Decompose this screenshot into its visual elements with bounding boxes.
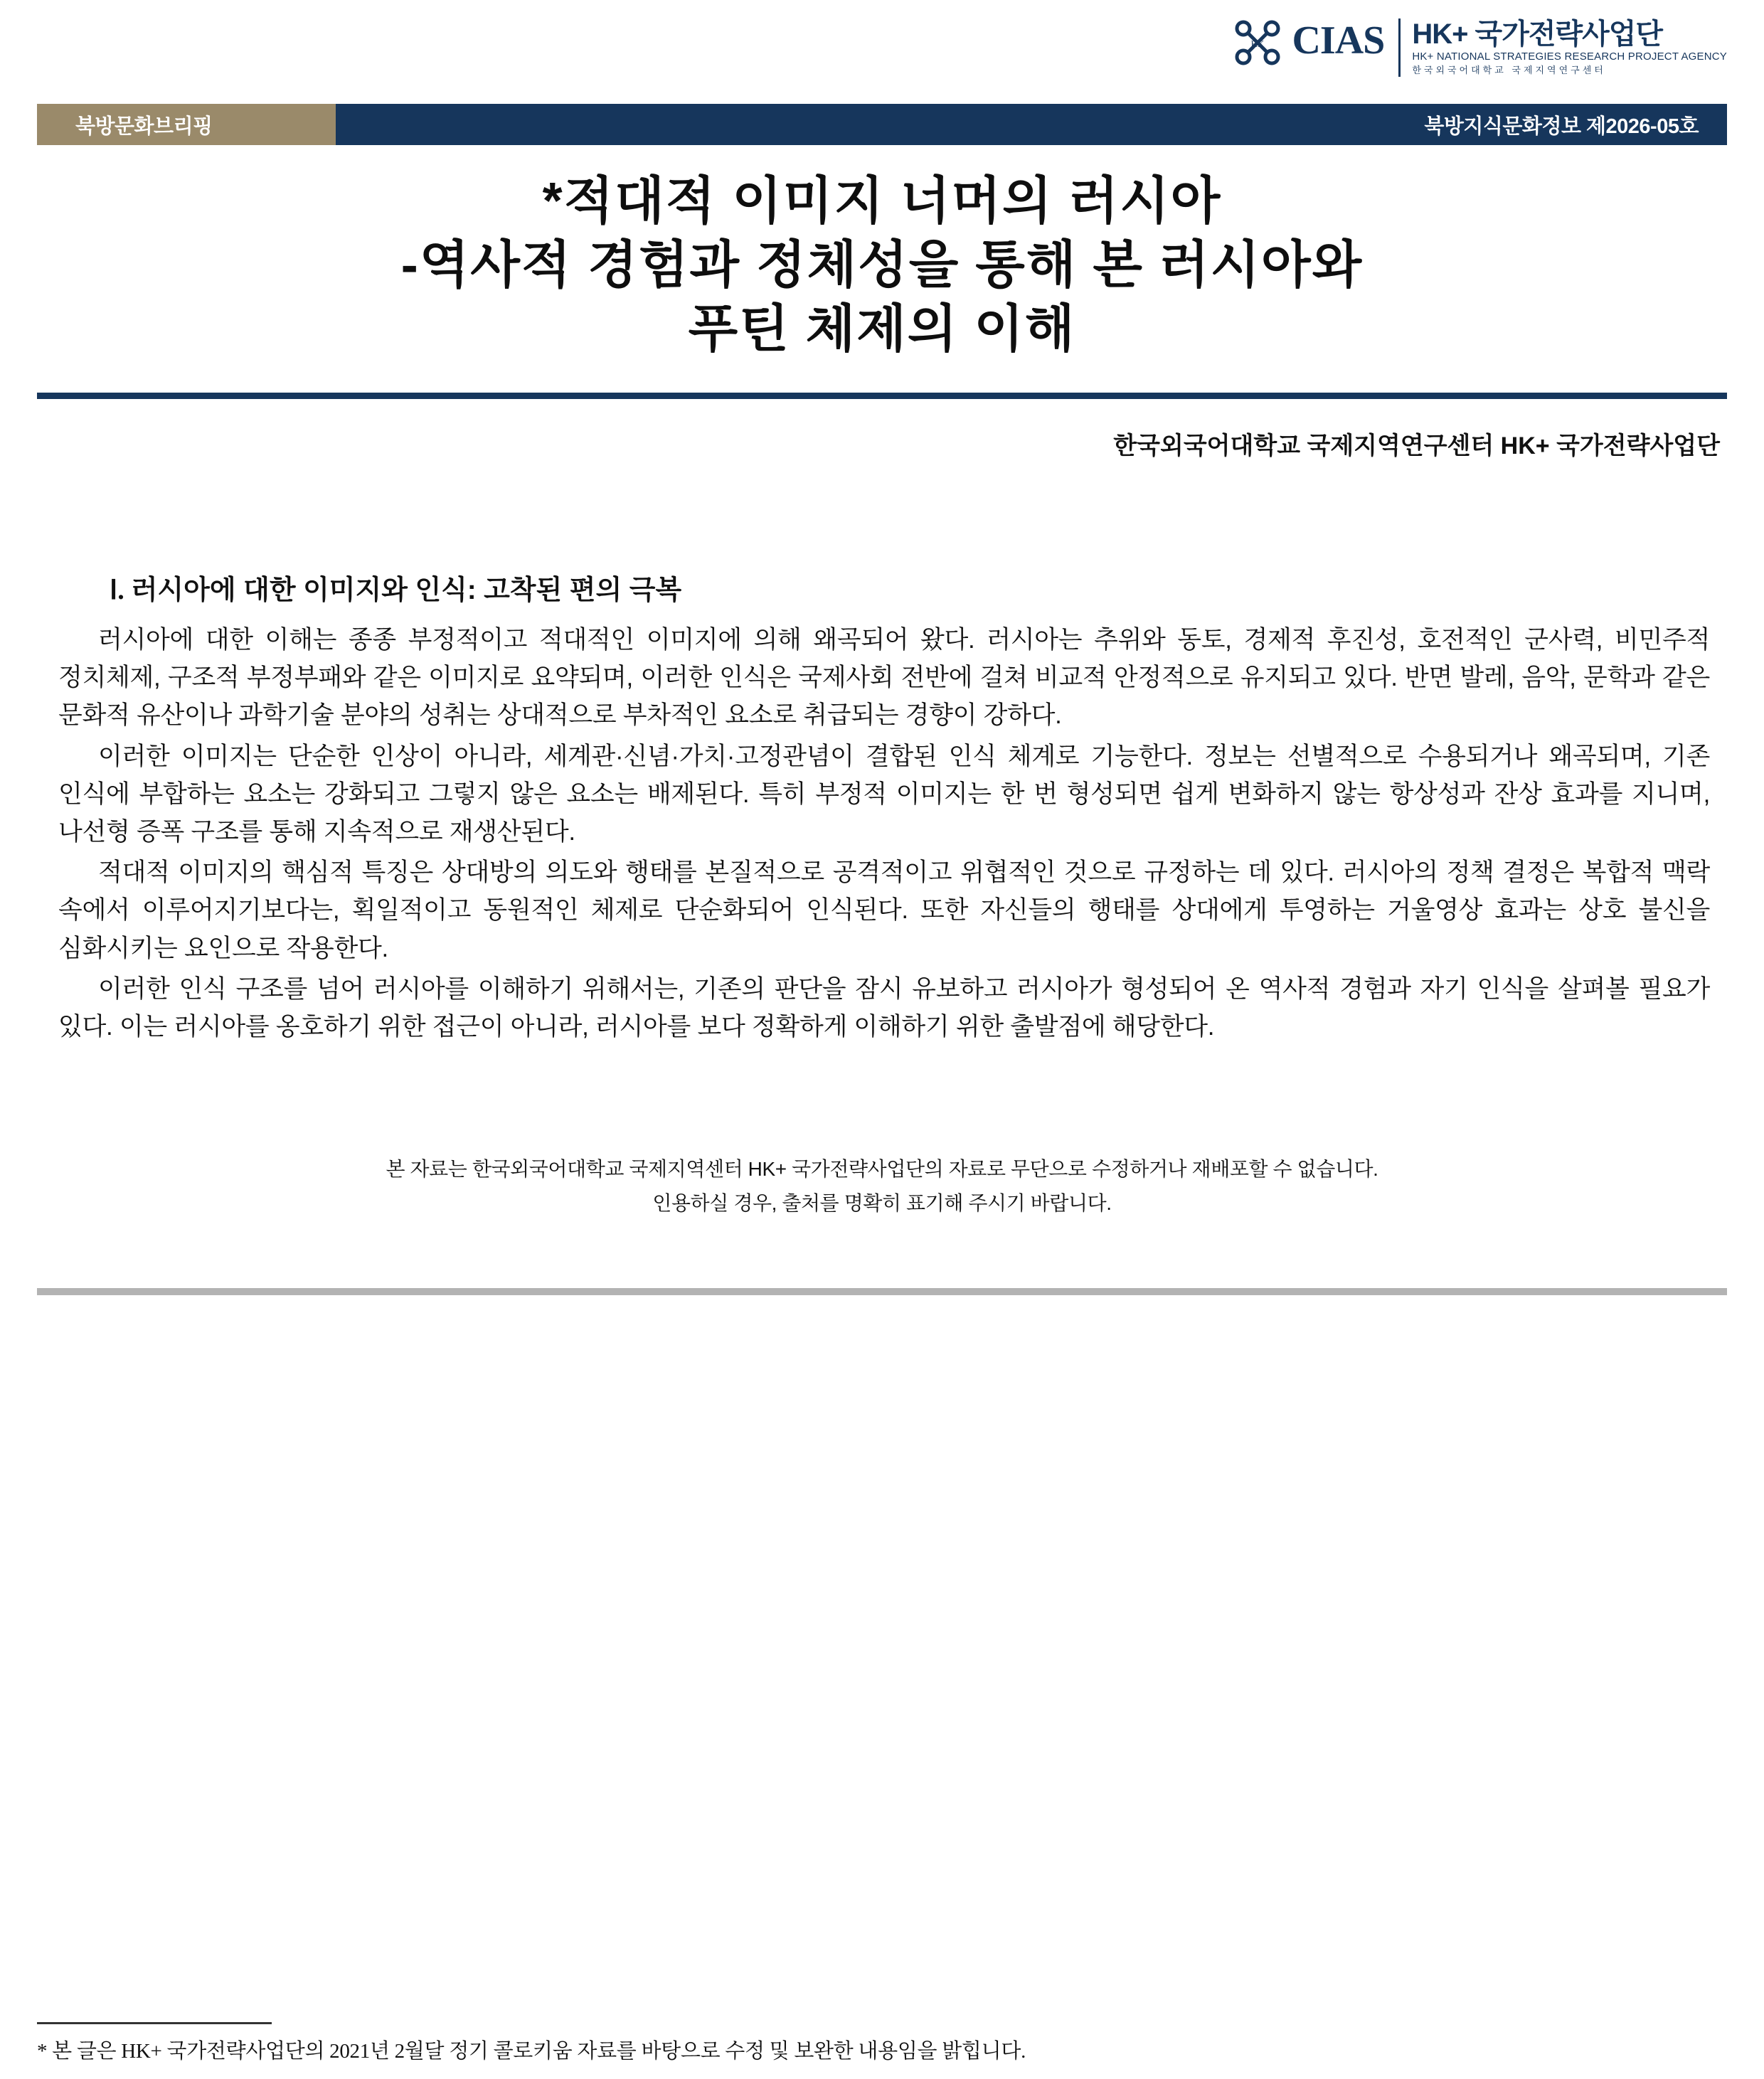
title-line-1: *적대적 이미지 너머의 러시아 <box>542 173 1222 230</box>
band-issue-label: 북방지식문화정보 제2026-05호 <box>336 104 1727 145</box>
band-series-label: 북방문화브리핑 <box>37 104 336 145</box>
logo-header <box>37 0 1727 97</box>
cias-wordmark: CIAS <box>1292 18 1385 63</box>
notice-line-2: 인용하실 경우, 출처를 명확히 표기해 주시기 바랍니다. <box>652 1191 1112 1214</box>
section-numeral: Ⅰ. <box>110 575 124 605</box>
title-divider <box>37 393 1727 399</box>
logo-text-block <box>1398 18 1727 77</box>
page-title <box>37 169 1727 361</box>
body-paragraph: 이러한 이미지는 단순한 인상이 아니라, 세계관·신념·가치·고정관념이 결합된 인식 체계로 기능한다. 정보는 선별적으로 수용되거나 왜곡되며, 기존 인식에 부합하는 요소는 강화되고 그렇지 않은 요소는 배제된다. 특히 부정적 이미지는 한 번 형성되면 쉽게 변화하지 않는 항상성과 잔상 효과를 지니며, 나선형 증폭 구조를 통해 지속적으로 재생산된다. <box>58 742 1710 846</box>
logo-korean-line: 한국외국어대학교 국제지역연구센터 <box>1412 65 1606 75</box>
title-line-2: -역사적 경험과 정체성을 통해 본 러시아와 <box>400 237 1364 294</box>
cias-monogram-icon <box>1233 18 1282 67</box>
body-paragraph: 이러한 인식 구조를 넘어 러시아를 이해하기 위해서는, 기존의 판단을 잠시 유보하고 러시아가 형성되어 온 역사적 경험과 자기 인식을 살펴볼 필요가 있다. 이는 러시아를 옹호하기 위한 접근이 아니라, 러시아를 보다 정확하게 이해하기 위한 출발점에 해당한다. <box>58 974 1710 1041</box>
body-paragraph: 러시아에 대한 이해는 종종 부정적이고 적대적인 이미지에 의해 왜곡되어 왔다. 러시아는 추위와 동토, 경제적 후진성, 호전적인 군사력, 비민주적 정치체제, 구조적 부정부패와 같은 이미지로 요약되며, 이러한 인식은 국제사회 전반에 걸쳐 비교적 안정적으로 유지되고 있다. 반면 발레, 음악, 문학과 같은 문화적 유산이나 과학기술 분야의 성취는 상대적으로 부차적인 요소로 취급되는 경향이 강하다. <box>58 626 1710 730</box>
svg-text:HK: HK <box>1251 38 1265 49</box>
footnote-text: * 본 글은 HK+ 국가전략사업단의 2021년 2월달 정기 콜로키움 자료를 바탕으로 수정 및 보완한 내용임을 밝힙니다. <box>37 2040 1026 2063</box>
document-body <box>37 568 1727 1046</box>
copyright-notice <box>37 1152 1727 1220</box>
notice-line-1: 본 자료는 한국외국어대학교 국제지역센터 HK+ 국가전략사업단의 자료로 무단으로 수정하거나 재배포할 수 없습니다. <box>386 1158 1378 1181</box>
footnote-rule <box>37 2022 272 2024</box>
affiliation-line: 한국외국어대학교 국제지역연구센터 HK+ 국가전략사업단 <box>1113 432 1720 459</box>
logo-english-line: HK+ NATIONAL STRATEGIES RESEARCH PROJECT AGENCY <box>1412 50 1727 63</box>
body-paragraph: 적대적 이미지의 핵심적 특징은 상대방의 의도와 행태를 본질적으로 공격적이고 위협적인 것으로 규정하는 데 있다. 러시아의 정책 결정은 복합적 맥락 속에서 이루어지기보다는, 획일적이고 동원적인 체제로 단순화되어 인식된다. 또한 자신들의 행태를 상대에게 투영하는 거울영상 효과는 상호 불신을 심화시키는 요인으로 작용한다. <box>58 858 1710 962</box>
header-band <box>37 104 1727 145</box>
footnote-block <box>37 2022 1727 2066</box>
section-heading <box>58 568 1710 607</box>
section-title: 러시아에 대한 이미지와 인식: 고착된 편의 극복 <box>131 575 682 605</box>
logo-group <box>1233 18 1727 77</box>
title-line-3: 푸틴 체제의 이해 <box>688 301 1076 358</box>
logo-hk-title: HK+ 국가전략사업단 <box>1412 18 1663 50</box>
footer-divider <box>37 1288 1727 1295</box>
